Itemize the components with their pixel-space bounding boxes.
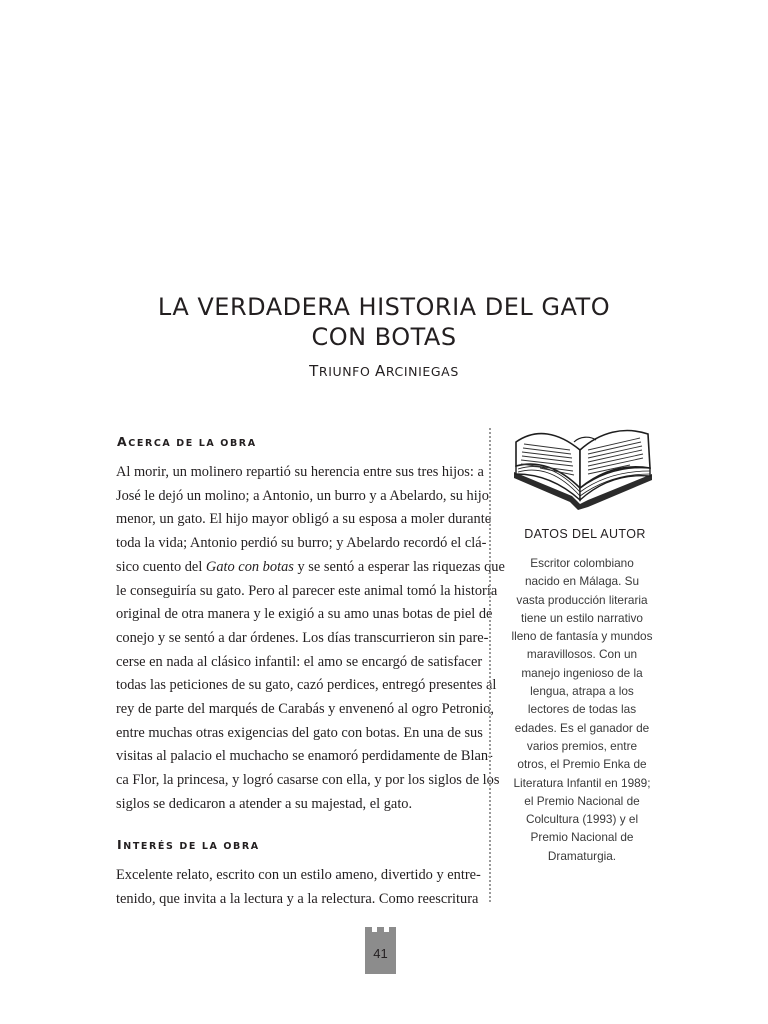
about-line: menor, un gato. El hijo mayor obligó a su esposa a moler durante — [116, 511, 492, 528]
about-line: José le dejó un molino; a Antonio, un burro y a Abelardo, su hijo — [116, 487, 489, 504]
bio-line: nacido en Málaga. Su — [524, 574, 640, 589]
section-heading-interest — [117, 837, 260, 852]
bio-line: vasta producción literaria — [516, 592, 648, 607]
bio-line: Literatura Infantil en 1989; — [513, 775, 651, 790]
about-line: rey de parte del marqués de Carabás y envenenó al ogro Petronio, — [116, 701, 495, 718]
bio-line: varios premios, entre — [526, 738, 638, 753]
title-line-2: CON BOTAS — [311, 323, 457, 351]
page-number: 41 — [373, 946, 388, 961]
bio-line: maravillosos. Con un — [526, 647, 638, 662]
interest-line: tenido, que invita a la lectura y a la relectura. Como reescritura — [116, 890, 479, 907]
bio-line: Dramaturgia. — [547, 848, 617, 863]
bio-line: Escritor colombiano — [530, 556, 634, 570]
about-line: toda la vida; Antonio perdió su burro; y Abelardo recordó el clá- — [116, 535, 487, 552]
bio-line: otros, el Premio Enka de — [517, 757, 647, 772]
page-title — [0, 292, 768, 352]
author-last-rest: RCINIEGAS — [385, 364, 459, 379]
bio-line: tiene un estilo narrativo — [521, 610, 643, 625]
section-heading-about — [117, 434, 257, 449]
author-name — [0, 362, 768, 380]
section-heading-interest-initial: I — [117, 837, 124, 852]
bio-line: el Premio Nacional de — [524, 793, 640, 808]
about-line: visitas al palacio el muchacho se enamoró perdidamente de Blan- — [116, 748, 493, 765]
section-heading-about-initial: A — [117, 434, 129, 449]
about-paragraph — [116, 461, 505, 817]
about-line-5-rest: y se sentó a esperar las riquezas que — [293, 558, 505, 575]
book-title-italic: Gato con botas — [205, 558, 294, 575]
title-line-1: LA VERDADERA HISTORIA DEL GATO — [157, 293, 611, 321]
open-book-icon — [510, 420, 656, 510]
about-line: le conseguiría su gato. Pero al parecer este animal tomó la historia — [116, 582, 498, 599]
author-first-initial: T — [309, 362, 319, 380]
interest-line: Excelente relato, escrito con un estilo ameno, divertido y entre- — [116, 867, 481, 883]
author-bio — [498, 554, 666, 865]
about-line: original de otra manera y le exigió a su amo unas botas de piel de — [116, 606, 493, 623]
author-last-initial: A — [375, 362, 386, 380]
section-heading-interest-rest: NTERÉS DE LA OBRA — [123, 841, 260, 852]
bio-line: manejo ingenioso de la — [521, 665, 643, 680]
about-line: Al morir, un molinero repartió su herencia entre sus tres hijos: a — [116, 464, 484, 480]
bio-line: lleno de fantasía y mundos — [511, 629, 653, 644]
interest-paragraph — [116, 864, 481, 911]
about-line — [116, 556, 505, 580]
author-first-rest: RIUNFO — [318, 364, 371, 379]
about-line: ca Flor, la princesa, y logró casarse con ella, y por los siglos de los — [116, 772, 500, 789]
bio-line: edades. Es el ganador de — [514, 720, 650, 735]
bio-line: lectores de todas las — [527, 702, 637, 717]
about-line: todas las peticiones de su gato, cazó perdices, entregó presentes al — [116, 677, 497, 694]
bio-line: Colcultura (1993) y el — [525, 812, 639, 827]
sidebar-title: DATOS DEL AUTOR — [524, 527, 646, 541]
about-line-5-start: sico cuento del — [116, 558, 206, 575]
about-line: conejo y se sentó a dar órdenes. Los días transcurrieron sin pare- — [116, 629, 489, 646]
about-line: siglos se dedicaron a atender a su majestad, el gato. — [116, 795, 413, 812]
column-divider — [489, 428, 491, 902]
bio-line: Premio Nacional de — [530, 830, 634, 845]
section-heading-about-rest: CERCA DE LA OBRA — [128, 438, 257, 449]
bio-line: lengua, atrapa a los — [530, 684, 634, 699]
about-line: cerse en nada al clásico infantil: el amo se encargó de satisfacer — [116, 653, 483, 670]
about-line: entre muchas otras exigencias del gato con botas. En una de sus — [116, 724, 483, 741]
